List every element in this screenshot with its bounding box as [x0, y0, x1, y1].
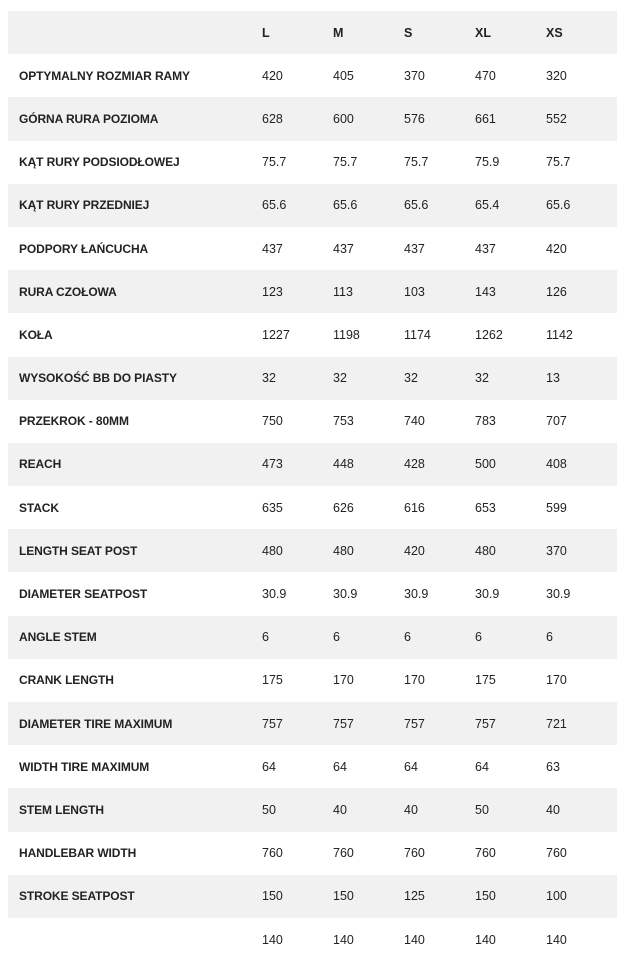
row-value-cell: 140 [333, 932, 354, 947]
row-value-cell: 707 [546, 414, 567, 429]
row-value-cell: 170 [546, 673, 567, 688]
table-row [8, 184, 617, 227]
row-value-cell: 437 [262, 241, 283, 256]
row-value-cell: 40 [546, 802, 560, 817]
row-label: DIAMETER SEATPOST [19, 587, 148, 602]
row-value-cell: 13 [546, 371, 560, 386]
row-value-cell: 740 [404, 414, 425, 429]
row-value-cell: 750 [262, 414, 283, 429]
row-value-cell: 75.7 [333, 155, 358, 170]
row-value-cell: 65.4 [475, 198, 500, 213]
row-value-cell: 6 [546, 630, 553, 645]
row-value-cell: 370 [546, 543, 567, 558]
row-value-cell: 626 [333, 500, 354, 515]
row-value-cell: 140 [404, 932, 425, 947]
row-value-cell: 140 [262, 932, 283, 947]
row-value-cell: 1198 [333, 327, 360, 342]
row-value-cell: 628 [262, 111, 283, 126]
row-value-cell: 1174 [404, 327, 431, 342]
row-value-cell: 140 [475, 932, 496, 947]
table-row [8, 227, 617, 270]
row-value-cell: 616 [404, 500, 425, 515]
table-row [8, 54, 617, 97]
row-value-cell: 500 [475, 457, 496, 472]
header-label-cell [8, 11, 262, 54]
row-value-cell: 113 [333, 284, 353, 299]
row-value-cell: 50 [475, 802, 489, 817]
row-value-cell: 40 [404, 802, 418, 817]
row-label: ANGLE STEM [19, 630, 97, 645]
row-value-cell: 123 [262, 284, 283, 299]
row-value-cell: 480 [262, 543, 283, 558]
row-value-cell: 75.9 [475, 155, 500, 170]
table-row [8, 875, 617, 918]
row-label: HANDLEBAR WIDTH [19, 846, 137, 861]
row-value-cell: 140 [546, 932, 567, 947]
table-row [8, 97, 617, 140]
header-size-xs: XS [546, 25, 563, 40]
table-row [8, 572, 617, 615]
row-value-cell: 40 [333, 802, 347, 817]
table-row [8, 357, 617, 400]
row-value-cell: 32 [404, 371, 418, 386]
row-value-cell: 437 [404, 241, 425, 256]
row-value-cell: 65.6 [404, 198, 429, 213]
table-row [8, 918, 617, 961]
row-value-cell: 480 [475, 543, 496, 558]
row-value-cell: 757 [475, 716, 496, 731]
row-value-cell: 757 [333, 716, 354, 731]
row-value-cell: 552 [546, 111, 567, 126]
row-value-cell: 783 [475, 414, 496, 429]
row-value-cell: 143 [475, 284, 496, 299]
row-value-cell: 103 [404, 284, 425, 299]
row-value-cell: 420 [262, 68, 283, 83]
row-label: STEM LENGTH [19, 802, 104, 817]
row-value-cell: 50 [262, 802, 276, 817]
row-value-cell: 75.7 [262, 155, 287, 170]
row-value-cell: 480 [333, 543, 354, 558]
row-value-cell: 126 [546, 284, 567, 299]
row-value-cell: 405 [333, 68, 354, 83]
row-label: LENGTH SEAT POST [19, 543, 138, 558]
row-value-cell: 64 [475, 759, 489, 774]
table-header-row [8, 11, 617, 54]
row-value-cell: 125 [404, 889, 425, 904]
header-size-l: L [262, 25, 270, 40]
row-value-cell: 1142 [546, 327, 573, 342]
row-label: WIDTH TIRE MAXIMUM [19, 759, 150, 774]
header-size-xl: XL [475, 25, 491, 40]
row-label: CRANK LENGTH [19, 673, 114, 688]
row-label: RURA CZOŁOWA [19, 284, 117, 299]
row-value-cell: 473 [262, 457, 283, 472]
row-label: OPTYMALNY ROZMIAR RAMY [19, 68, 190, 83]
row-value-cell: 6 [475, 630, 482, 645]
row-label: PODPORY ŁAŃCUCHA [19, 241, 149, 256]
row-value-cell: 6 [404, 630, 411, 645]
row-value-cell: 448 [333, 457, 354, 472]
row-value-cell: 65.6 [262, 198, 287, 213]
row-label: WYSOKOŚĆ BB DO PIASTY [19, 371, 177, 386]
row-value-cell: 760 [475, 846, 496, 861]
row-value-cell: 576 [404, 111, 425, 126]
row-value-cell: 370 [404, 68, 425, 83]
row-value-cell: 65.6 [546, 198, 571, 213]
table-row [8, 443, 617, 486]
row-value-cell: 760 [404, 846, 425, 861]
row-value-cell: 75.7 [404, 155, 429, 170]
row-value-cell: 1227 [262, 327, 290, 342]
row-value-cell: 100 [546, 889, 567, 904]
table-row [8, 141, 617, 184]
row-value-cell: 661 [475, 111, 496, 126]
row-value-cell: 30.9 [262, 587, 287, 602]
row-value-cell: 64 [404, 759, 418, 774]
row-value-cell: 599 [546, 500, 567, 515]
row-value-cell: 6 [262, 630, 269, 645]
row-value-cell: 437 [333, 241, 354, 256]
row-value-cell: 428 [404, 457, 425, 472]
table-row [8, 832, 617, 875]
row-value-cell: 757 [262, 716, 283, 731]
row-value-cell: 150 [333, 889, 354, 904]
row-label: DIAMETER TIRE MAXIMUM [19, 716, 173, 731]
row-label: KĄT RURY PODSIODŁOWEJ [19, 155, 180, 170]
row-value-cell: 721 [546, 716, 567, 731]
row-value-cell: 32 [262, 371, 276, 386]
row-label: GÓRNA RURA POZIOMA [19, 111, 159, 126]
row-value-cell: 635 [262, 500, 283, 515]
row-value-cell: 420 [404, 543, 425, 558]
row-value-cell: 760 [546, 846, 567, 861]
row-value-cell: 64 [262, 759, 276, 774]
row-value-cell: 150 [262, 889, 283, 904]
row-value-cell: 408 [546, 457, 567, 472]
row-value-cell: 150 [475, 889, 496, 904]
table-row [8, 313, 617, 356]
row-value-cell: 760 [333, 846, 354, 861]
geometry-table [8, 11, 617, 961]
row-label: PRZEKROK - 80MM [19, 414, 129, 429]
geometry-table-container [8, 11, 607, 961]
row-value-cell: 30.9 [404, 587, 429, 602]
row-value-cell: 170 [333, 673, 354, 688]
row-value-cell: 30.9 [333, 587, 358, 602]
row-value-cell: 420 [546, 241, 567, 256]
table-row [8, 616, 617, 659]
row-value-cell: 1262 [475, 327, 503, 342]
row-value-cell: 65.6 [333, 198, 358, 213]
header-size-m: M [333, 25, 344, 40]
table-row [8, 529, 617, 572]
row-value-cell: 32 [333, 371, 347, 386]
table-row [8, 702, 617, 745]
row-value-cell: 757 [404, 716, 425, 731]
row-label: KĄT RURY PRZEDNIEJ [19, 198, 150, 213]
row-value-cell: 600 [333, 111, 354, 126]
row-value-cell: 30.9 [475, 587, 500, 602]
row-value-cell: 30.9 [546, 587, 571, 602]
row-value-cell: 653 [475, 500, 496, 515]
row-label: STROKE SEATPOST [19, 889, 135, 904]
row-value-cell: 753 [333, 414, 354, 429]
row-value-cell: 32 [475, 371, 489, 386]
row-value-cell: 760 [262, 846, 283, 861]
row-label: KOŁA [19, 327, 53, 342]
table-row [8, 486, 617, 529]
table-row [8, 788, 617, 831]
row-value-cell: 6 [333, 630, 340, 645]
row-value-cell: 75.7 [546, 155, 571, 170]
table-row [8, 745, 617, 788]
table-row [8, 270, 617, 313]
header-size-s: S [404, 25, 413, 40]
row-value-cell: 63 [546, 759, 560, 774]
row-label: STACK [19, 500, 59, 515]
row-value-cell: 437 [475, 241, 496, 256]
row-value-cell: 175 [475, 673, 496, 688]
row-label [8, 918, 262, 961]
table-row [8, 400, 617, 443]
row-label: REACH [19, 457, 62, 472]
row-value-cell: 64 [333, 759, 347, 774]
table-row [8, 659, 617, 702]
row-value-cell: 320 [546, 68, 567, 83]
row-value-cell: 175 [262, 673, 283, 688]
row-value-cell: 170 [404, 673, 425, 688]
row-value-cell: 470 [475, 68, 496, 83]
